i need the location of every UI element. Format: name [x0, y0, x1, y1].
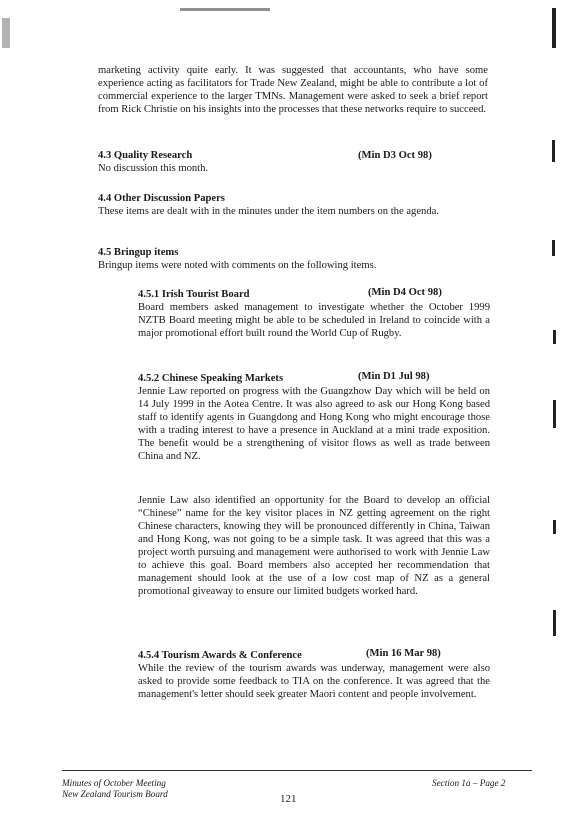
intro-paragraph: marketing activity quite early. It was suggested that accountants, who have some experience acting as facilitators for Trade New Zealand, might be able to contribute a lot of commercial experience to the larger TMNs. Management were asked to seek a brief report from Rick Christie on his insights into the processes that these networks require to succeed. [98, 65, 488, 115]
scan-mark-right-2 [552, 140, 555, 162]
section-4-4-text: These items are dealt with in the minutes under the item numbers on the agenda. [98, 206, 439, 217]
scan-mark-right-6 [553, 520, 556, 534]
section-4-5-2-ref: (Min D1 Jul 98) [358, 371, 430, 382]
section-4-5-text: Bringup items were noted with comments on the following items. [98, 260, 377, 271]
section-4-5-4-ref: (Min 16 Mar 98) [366, 648, 441, 659]
section-4-5-2-text-2: Jennie Law also identified an opportunity for the Board to develop an official “Chinese” name for the key visitor places in NZ getting agreement on the right Chinese characters, knowing they will be pronounced differently in China, Taiwan and Hong Kong, was not going to be a simple task. It was agreed that this was a project worth pursuing and management were authorised to work with Jennie Law to achieve this goal. Board members also accepted her recommendation that management should look at the use of a low cost map of NZ as a general promotional giveaway to ensure our limited budgets worked hard. [138, 495, 490, 597]
section-4-5-1-text: Board members asked management to investigate whether the October 1999 NZTB Board meeting might be able to be scheduled in Ireland to coincide with a major promotional effort built round the World Cup of Rugby. [138, 302, 490, 339]
section-4-5-4-heading: 4.5.4 Tourism Awards & Conference [138, 650, 302, 661]
footer-left-line-1: Minutes of October Meeting [62, 778, 166, 788]
section-4-5-heading: 4.5 Bringup items [98, 247, 179, 258]
footer-left-line-2: New Zealand Tourism Board [62, 789, 168, 799]
section-4-5-4-text: While the review of the tourism awards was underway, management were also asked to provide some feedback to TIA on the conference. It was agreed that the management's letter should seek greater Maori content and people involvement. [138, 663, 490, 700]
footer-rule [62, 770, 532, 771]
section-4-3-text: No discussion this month. [98, 163, 209, 174]
page-number: 121 [280, 793, 297, 805]
scan-mark-right-1 [552, 8, 556, 48]
section-4-5-2-text-1: Jennie Law reported on progress with the Guangzhow Day which will be held on 14 July 1999 in the Aotea Centre. It was also agreed to ask our Hong Kong based staff to identify agents in Guangdong and Hong Kong who might encourage those with a trading interest to have a presence in Auckland at a mini trade exposition. The benefit would be a strengthening of visitor flows as well as trade between China and NZ. [138, 386, 490, 462]
section-4-5-1-ref: (Min D4 Oct 98) [368, 287, 442, 298]
section-4-5-2-heading: 4.5.2 Chinese Speaking Markets [138, 373, 284, 384]
scan-mark-right-5 [553, 400, 556, 428]
section-4-5-1-heading: 4.5.1 Irish Tourist Board [138, 289, 250, 300]
scan-mark-top [180, 8, 270, 11]
section-4-4-heading: 4.4 Other Discussion Papers [98, 193, 225, 204]
scan-mark-left [2, 18, 10, 48]
section-4-3-ref: (Min D3 Oct 98) [358, 150, 432, 161]
footer-right: Section 1a – Page 2 [432, 778, 506, 788]
scan-mark-right-4 [553, 330, 556, 344]
section-4-3-heading: 4.3 Quality Research [98, 150, 193, 161]
scan-mark-right-7 [553, 610, 556, 636]
scan-mark-right-3 [552, 240, 555, 256]
